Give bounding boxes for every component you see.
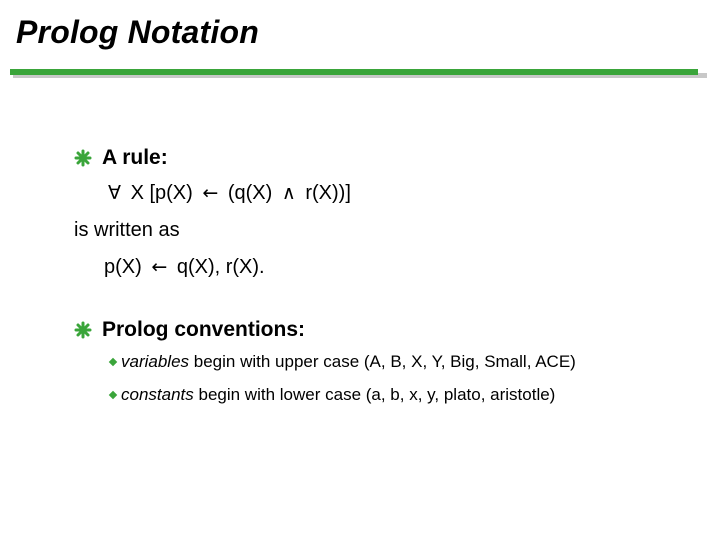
formula-q: (q(X) (227, 182, 273, 204)
and-symbol: ∧ (281, 182, 296, 204)
asterisk-bullet-icon (74, 149, 92, 167)
convention-text: begin with upper case (A, B, X, Y, Big, Small, ACE) (189, 352, 576, 371)
clause-arrow: ← (151, 256, 168, 278)
clause-body: q(X), r(X). (176, 256, 265, 278)
title-underline (10, 69, 698, 75)
clause-head: p(X) (104, 256, 142, 278)
convention-term: variables (121, 352, 190, 371)
convention-text: begin with lower case (a, b, x, y, plato, aristotle) (193, 385, 556, 404)
rule-heading: A rule: (102, 146, 168, 169)
convention-item (110, 385, 555, 405)
implies-arrow: ← (202, 182, 219, 204)
diamond-bullet-icon (109, 358, 117, 366)
written-as-text: is written as (74, 219, 180, 241)
forall-symbol: ∀ (108, 182, 121, 204)
formula-var: X (130, 182, 144, 204)
prolog-clause (104, 256, 265, 279)
conventions-heading: Prolog conventions: (102, 318, 306, 341)
bullet-rule (74, 146, 168, 170)
convention-item (110, 352, 576, 372)
page-title: Prolog Notation (16, 14, 259, 50)
formula-head: [p(X) (149, 182, 193, 204)
convention-term: constants (121, 385, 194, 404)
asterisk-bullet-icon (74, 321, 92, 339)
formula-r: r(X))] (305, 182, 351, 204)
rule-formula (104, 182, 351, 205)
bullet-conventions (74, 318, 305, 342)
diamond-bullet-icon (109, 391, 117, 399)
